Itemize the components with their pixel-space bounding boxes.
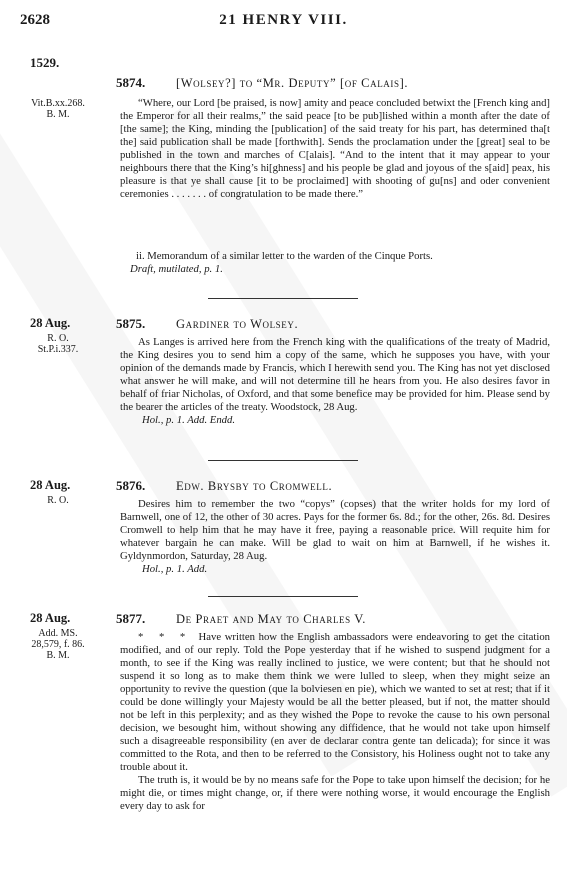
entry-number: 5876. <box>116 478 146 493</box>
entry-title: Gardiner to Wolsey. <box>176 317 299 331</box>
entry-number: 5875. <box>116 316 146 331</box>
marginal-reference: Vit.B.xx.268. B. M. <box>31 98 85 120</box>
entry-title: De Praet and May to Charles V. <box>176 612 366 626</box>
marginal-reference: R. O. <box>47 495 69 506</box>
entry-body: Desires him to remember the two “copys” (copses) that the writer holds for my lord of Barnwell, one of 12, the other of 30 acres. Pays for the former 6s. 8d.; for the other, 26s. 8d. Desires Cromwell to help him that he may have it free, paying a reasonable price. Will requite him for whatever bargain he can make. Will be glad to wait on him at Barnwell, if he wishes it. Gyldynmordon, Saturday, 28 Aug. Hol., p. 1. Add. <box>120 498 550 575</box>
entry-date: 28 Aug. <box>30 316 71 330</box>
entry-date: 28 Aug. <box>30 478 71 492</box>
entry-number: 5877. <box>116 611 146 626</box>
entry-meta: Draft, mutilated, p. 1. <box>130 263 223 275</box>
running-title: 21 HENRY VIII. <box>219 12 348 28</box>
entry-title: [Wolsey?] to “Mr. Deputy” [of Calais]. <box>176 76 409 90</box>
entry-divider <box>208 596 358 597</box>
marginal-reference: Add. MS. 28,579, f. 86. B. M. <box>31 628 85 661</box>
page-header <box>20 12 547 38</box>
entry-body: “Where, our Lord [be praised, is now] amity and peace concluded betwixt the [French king and] the Emperor for all their realms,” the said peace [to be pub]lished within a month after the date of [the same]; the King, minding the [publication] of the said treaty for his part, has determined tha[t the] said publication shall be made [forthwith]. Sends the proclamation under the [great] seal to be published in the town and marches of C[alais]. “And to the intent that it may appear to your neighbours there that the King’s hi[ghness] and his people be glad and joyous of the s[aid] peax, his pleasure is that ye shall cause [it to be proclaimed] with shooting of gu[ns] and oder convenient ceremonies . . . . . . . of congratulation to be made there.” <box>120 97 550 200</box>
entry-body: * * * Have written how the English ambassadors were endeavoring to get the citation modified, and of our reply. Told the Pope yesterday that if he wished to suspend judgment for a month, to see if the King was really inclined to justice, we were content; but that he should not suspend it so long as to make them think we were lulled to sleep, when they might seize an opportunity to revive the question (que la bolviesen en pie), which we wanted to set at rest; that if it could be done willingly your Majesty would be all the better pleased, but if not, the matter should not be left in this perplexity; and as they wished the Pope to revoke the cause to his own personal decision, we besought him, without showing any diffidence, that he would not take upon himself such a disagreeable responsibility (en aver de declarar contra gente tan delicada); for since it was committed to the Rota, and then to be referred to the Consistory, his Holiness ought not to take any trouble about it. The truth is, it would be by no means safe for the Pope to take upon himself the decision; for he might die, or times might change, or, if there were nothing worse, it would encourage the English every day to ask for <box>120 631 551 812</box>
entry-number: 5874. <box>116 75 146 90</box>
entry-divider <box>208 298 358 299</box>
entry-subnote: ii. Memorandum of a similar letter to the warden of the Cinque Ports. Draft, mutilated, p. 1. <box>136 250 550 276</box>
omission-stars: * * * <box>138 631 192 643</box>
marginal-reference: R. O. St.P.i.337. <box>37 333 79 355</box>
year-heading: 1529. <box>30 55 60 70</box>
entry-meta: Hol., p. 1. Add. Endd. <box>142 414 236 426</box>
entry-divider <box>208 460 358 461</box>
page-number: 2628 <box>20 12 50 28</box>
entry-date: 28 Aug. <box>30 611 71 625</box>
entry-body: As Langes is arrived here from the French king with the qualifications of the treaty of Madrid, the King desires you to send him a copy of the same, which he supposes you have, with your opinion of the demands made by Francis, which I herewith send you. The King has not yet disclosed what answer he will make, and will not determine till he hears from you. He also desires favor in behalf of friar Nicholas, of Oxford, and that some benefice may be provided for him. Please send by the bearer the articles of the treaty. Woodstock, 28 Aug. Hol., p. 1. Add. Endd. <box>120 336 550 426</box>
entry-meta: Hol., p. 1. Add. <box>142 563 208 575</box>
entry-title: Edw. Brysby to Cromwell. <box>176 479 333 493</box>
